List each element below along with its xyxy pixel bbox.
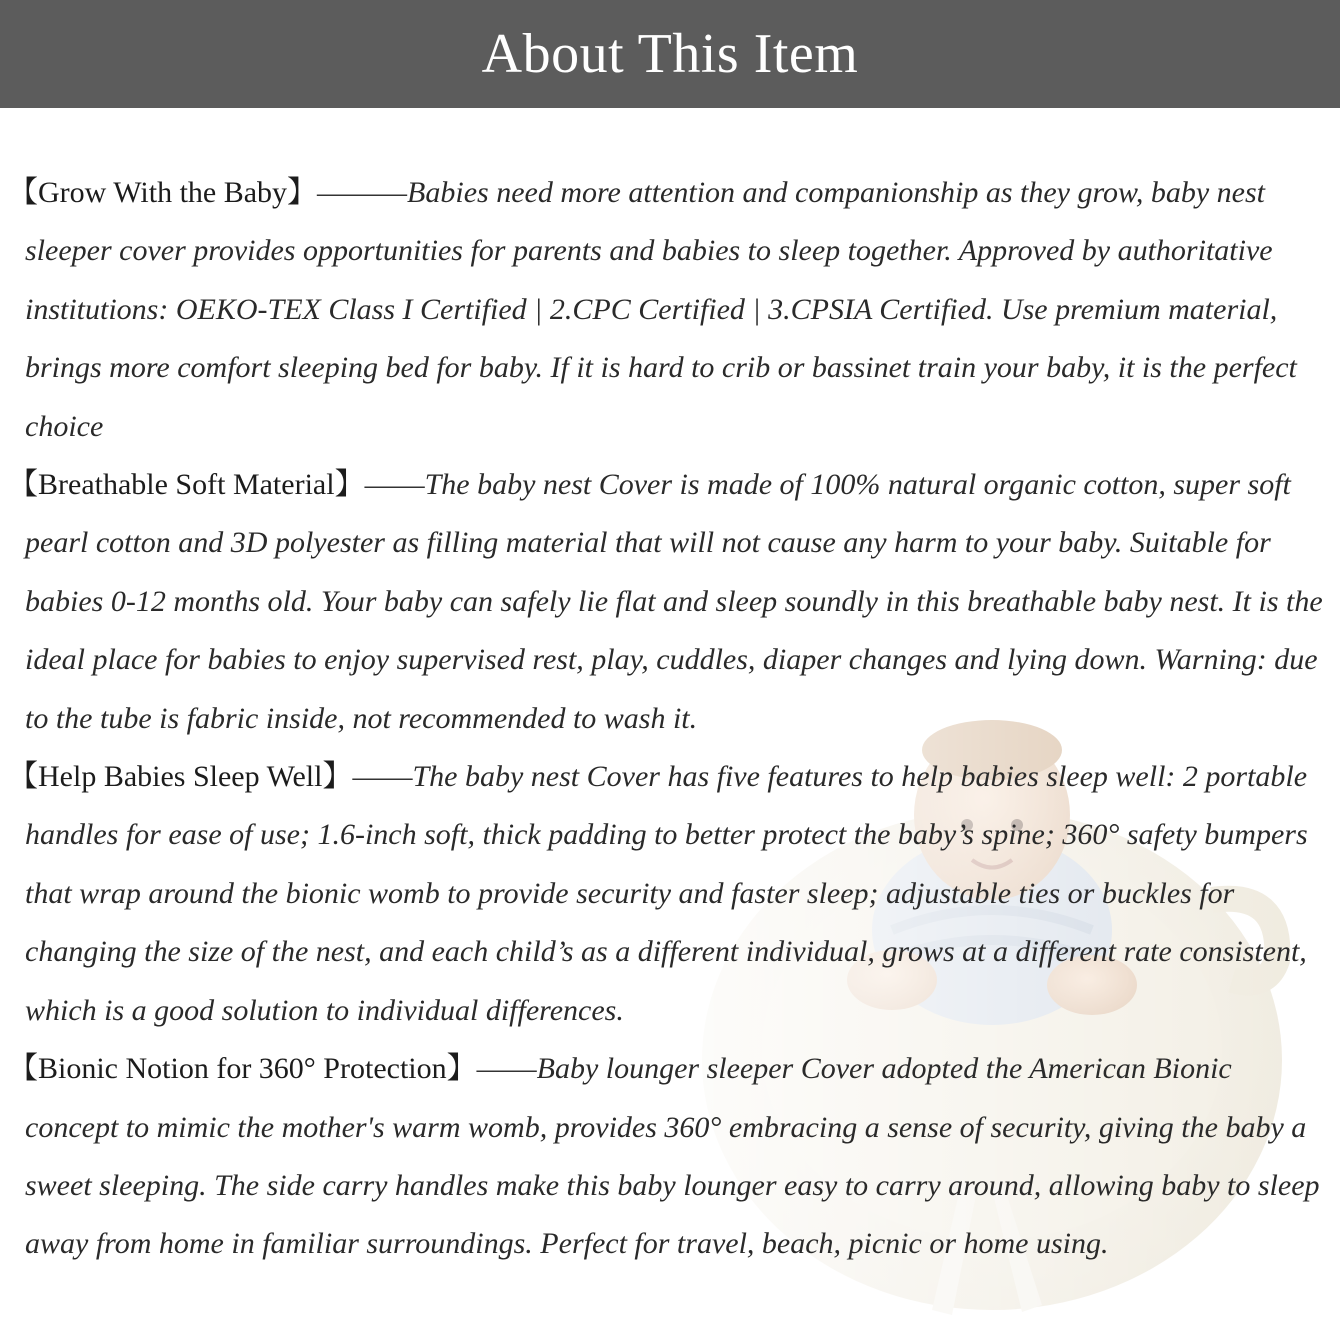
feature-title: Help Babies Sleep Well [38, 760, 323, 794]
dash: —— [352, 760, 413, 794]
dash: —— [364, 468, 425, 502]
open-bracket: 【 [8, 468, 38, 502]
feature-list [8, 164, 1328, 1274]
close-bracket: 】 [287, 176, 318, 209]
open-bracket: 【 [8, 176, 38, 209]
dash: —— [476, 1052, 537, 1086]
close-bracket: 】 [446, 1052, 477, 1086]
header-title: About This Item [481, 23, 859, 85]
feature-description: Baby lounger sleeper Cover adopted the American Bionic concept to mimic the mother's warm womb, provides 360° embracing a sense of security, giving the baby a sweet sleeping. The side carry handles make this baby lounger easy to carry around, allowing baby to sleep away from home in familiar surroundings. Perfect for travel, beach, picnic or home using. [25, 1052, 1320, 1261]
section-header [0, 0, 1340, 108]
close-bracket: 】 [334, 468, 365, 502]
feature-description: The baby nest Cover is made of 100% natural organic cotton, super soft pearl cotton and 3D polyester as filling material that will not cause any harm to your baby. Suitable for babies 0-12 months old. Your baby can safely lie flat and sleep soundly in this breathable baby nest. It is the ideal place for babies to enjoy supervised rest, play, cuddles, diaper changes and lying down. Warning: due to the tube is fabric inside, not recommended to wash it. [25, 468, 1323, 735]
open-bracket: 【 [8, 1052, 38, 1086]
feature-item-sleep-well [8, 748, 1328, 1040]
feature-description: Babies need more attention and companionship as they grow, baby nest sleeper cover provides opportunities for parents and babies to sleep together. Approved by authoritative institutions: OEKO-TEX Class I Certified | 2.CPC Certified | 3.CPSIA Certified. Use premium material, brings more comfort sleeping bed for baby. If it is hard to crib or bassinet train your baby, it is the perfect choice [25, 176, 1297, 443]
feature-item-breathable-material [8, 456, 1328, 748]
feature-title: Bionic Notion for 360° Protection [38, 1052, 447, 1086]
dash: ——— [317, 176, 408, 209]
feature-description: The baby nest Cover has five features to help babies sleep well: 2 portable handles for ease of use; 1.6-inch soft, thick padding to better protect the baby’s spine; 360° safety bumpers that wrap around the bionic womb to provide security and faster sleep; adjustable ties or buckles for changing the size of the nest, and each child’s as a different individual, grows at a different rate consistent, which is a good solution to individual differences. [25, 760, 1308, 1027]
feature-title: Breathable Soft Material [38, 468, 335, 502]
open-bracket: 【 [8, 760, 38, 794]
feature-item-bionic-protection [8, 1040, 1328, 1274]
close-bracket: 】 [322, 760, 353, 794]
feature-item-grow-with-baby [8, 164, 1328, 456]
feature-title: Grow With the Baby [38, 176, 288, 209]
